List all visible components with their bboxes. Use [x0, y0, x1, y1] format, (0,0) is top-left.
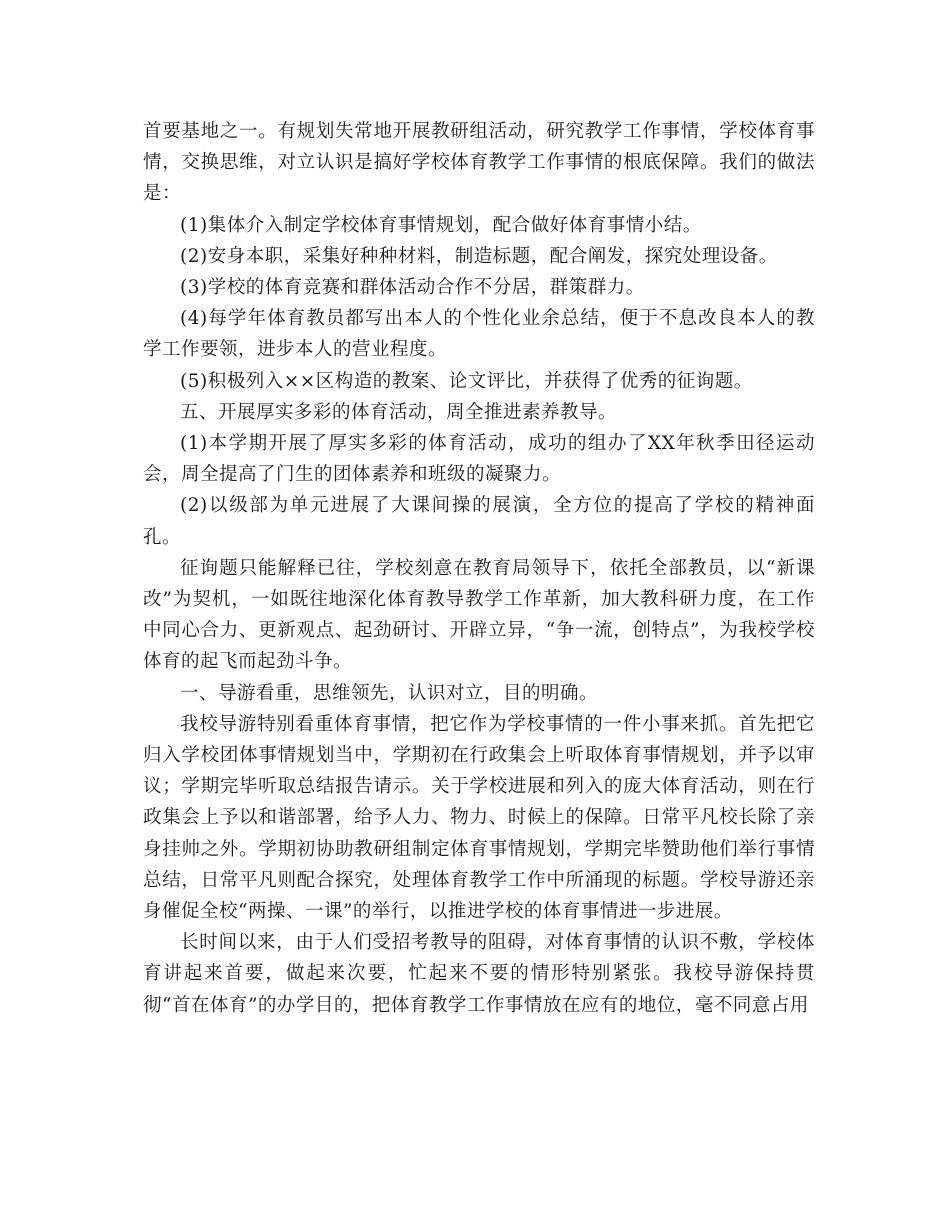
paragraph-8: (1)本学期开展了厚实多彩的体育活动，成功的组办了XX年秋季田径运动会，周全提高了门生的团体素养和班级的凝聚力。 — [143, 433, 815, 486]
paragraph-2: (1)集体介入制定学校体育事情规划，配合做好体育事情小结。 — [180, 214, 702, 236]
paragraph-13: 长时间以来，由于人们受招考教导的阻碍，对体育事情的认识不敷，学校体育讲起来首要，做起来次要，忙起来不要的情形特别紧张。我校导游保持贯彻“首在体育”的办学目的，把体育教学工作事情放在应有的地位，毫不同意占用 — [143, 932, 815, 1016]
section-heading-one: 一、导游看重，思维领先，认识对立，目的明确。 — [180, 682, 599, 704]
paragraph-4: (3)学校的体育竞赛和群体活动合作不分居，群策群力。 — [180, 277, 645, 299]
paragraph-5: (4)每学年体育教员都写出本人的个性化业余总结，便于不息改良本人的教学工作要领，进步本人的营业程度。 — [143, 308, 815, 361]
section-heading-five: 五、开展厚实多彩的体育活动，周全推进素养教导。 — [180, 401, 618, 423]
paragraph-10: 征询题只能解释已往，学校刻意在教育局领导下，依托全部教员，以“新课改”为契机，一如既往地深化体育教导教学工作革新，加大教科研力度，在工作中同心合力、更新观点、起劲研讨、开辟立异，“争一流，创特点”，为我校学校体育的起飞而起劲斗争。 — [143, 557, 815, 673]
document-body — [143, 116, 815, 1021]
paragraph-12: 我校导游特别看重体育事情，把它作为学校事情的一件小事来抓。首先把它归入学校团体事情规划当中，学期初在行政集会上听取体育事情规划，并予以审议；学期完毕听取总结报告请示。关于学校进展和列入的庞大体育活动，则在行政集会上予以和谐部署，给予人力、物力、时候上的保障。日常平凡校长除了亲身挂帅之外。学期初协助教研组制定体育事情规划，学期完毕赞助他们举行事情总结，日常平凡则配合探究，处理体育教学工作中所涌现的标题。学校导游还亲身催促全校“两操、一课”的举行，以推进学校的体育事情进一步进展。 — [143, 713, 815, 923]
paragraph-9: (2)以级部为单元进展了大课间操的展演，全方位的提高了学校的精神面孔。 — [143, 495, 815, 548]
paragraph-3: (2)安身本职，采集好种种材料，制造标题，配合阐发，探究处理设备。 — [180, 245, 778, 267]
paragraph-6: (5)积极列入××区构造的教案、论文评比，并获得了优秀的征询题。 — [180, 370, 753, 392]
paragraph-1: 首要基地之一。有规划失常地开展教研组活动，研究教学工作事情，学校体育事情，交换思维，对立认识是搞好学校体育教学工作事情的根底保障。我们的做法是： — [143, 121, 815, 205]
